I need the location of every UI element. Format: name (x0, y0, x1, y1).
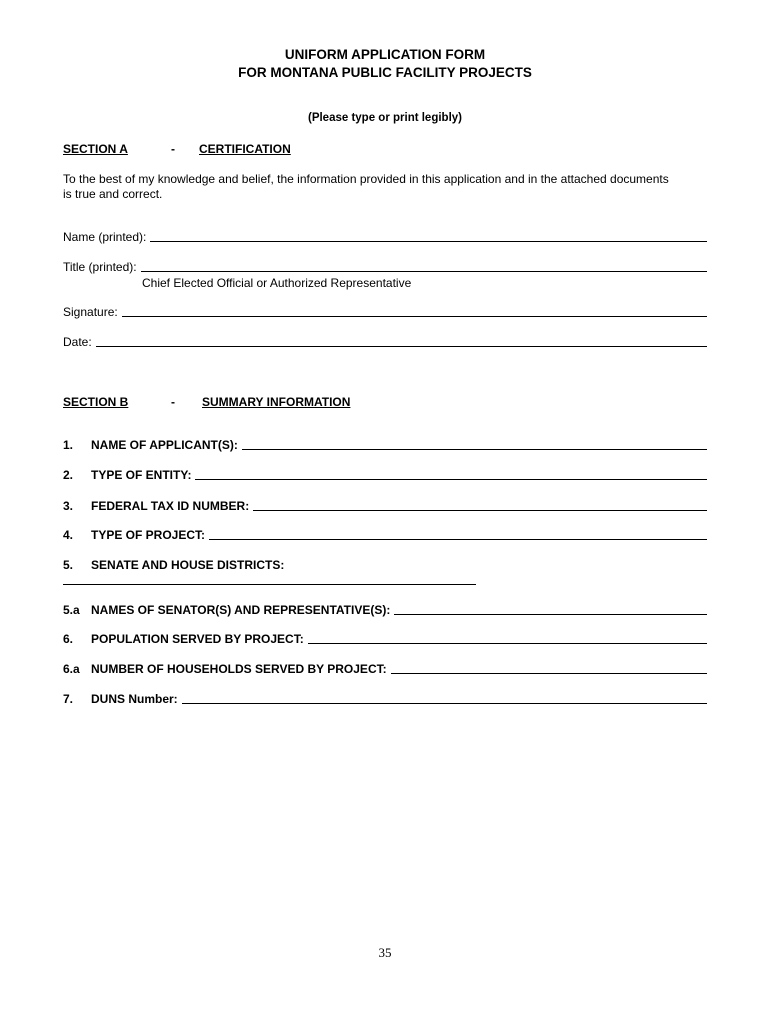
districts-label: SENATE AND HOUSE DISTRICTS: (91, 558, 285, 572)
duns-number-label: DUNS Number: (91, 692, 178, 706)
duns-number-line[interactable] (182, 702, 707, 704)
entity-type-field[interactable] (63, 468, 707, 482)
certification-statement-line1: To the best of my knowledge and belief, the information provided in this application and in the attached documents (63, 172, 669, 186)
section-a-dash: - (171, 142, 175, 156)
population-served-line[interactable] (308, 642, 707, 644)
item-number: 1. (63, 438, 74, 452)
item-number: 3. (63, 499, 74, 513)
households-served-line[interactable] (391, 672, 707, 674)
legislators-field[interactable] (63, 603, 707, 617)
duns-number-field[interactable] (63, 692, 707, 706)
name-printed-label: Name (printed): (63, 230, 147, 244)
legislators-label: NAMES OF SENATOR(S) AND REPRESENTATIVE(S): (91, 603, 391, 617)
item-number: 6. (63, 632, 74, 646)
entity-type-label: TYPE OF ENTITY: (91, 468, 192, 482)
title-printed-label: Title (printed): (63, 260, 137, 274)
districts-label-row (63, 558, 284, 572)
item-number: 6.a (63, 662, 80, 676)
section-b-heading: SUMMARY INFORMATION (202, 395, 351, 409)
instruction-text: (Please type or print legibly) (307, 112, 462, 124)
form-title-line2: FOR MONTANA PUBLIC FACILITY PROJECTS (238, 65, 532, 80)
title-caption: Chief Elected Official or Authorized Representative (142, 276, 412, 290)
title-printed-line[interactable] (141, 270, 707, 272)
population-served-field[interactable] (63, 632, 707, 646)
form-title-line1: UNIFORM APPLICATION FORM (284, 47, 486, 62)
item-number: 5. (63, 558, 74, 572)
section-a-label: SECTION A (63, 142, 128, 156)
federal-tax-id-field[interactable] (63, 499, 707, 513)
federal-tax-id-label: FEDERAL TAX ID NUMBER: (91, 499, 250, 513)
applicant-name-line[interactable] (242, 448, 707, 450)
date-line[interactable] (96, 345, 707, 347)
section-b-dash: - (171, 395, 175, 409)
signature-line[interactable] (122, 315, 707, 317)
project-type-field[interactable] (63, 528, 707, 542)
date-field[interactable] (63, 335, 707, 349)
federal-tax-id-line[interactable] (253, 509, 707, 511)
title-printed-field[interactable] (63, 260, 707, 274)
item-number: 5.a (63, 603, 80, 617)
districts-line[interactable] (63, 583, 476, 585)
section-a-heading: CERTIFICATION (199, 142, 291, 156)
population-served-label: POPULATION SERVED BY PROJECT: (91, 632, 304, 646)
signature-field[interactable] (63, 305, 707, 319)
item-number: 4. (63, 528, 74, 542)
entity-type-line[interactable] (195, 478, 707, 480)
name-printed-field[interactable] (63, 230, 707, 244)
applicant-name-field[interactable] (63, 438, 707, 452)
applicant-name-label: NAME OF APPLICANT(S): (91, 438, 238, 452)
project-type-label: TYPE OF PROJECT: (91, 528, 206, 542)
name-printed-line[interactable] (150, 240, 707, 242)
item-number: 7. (63, 692, 74, 706)
signature-label: Signature: (63, 305, 118, 319)
page-number: 35 (378, 945, 392, 960)
item-number: 2. (63, 468, 74, 482)
section-b-label: SECTION B (63, 395, 129, 409)
project-type-line[interactable] (209, 538, 707, 540)
legislators-line[interactable] (394, 613, 707, 615)
date-label: Date: (63, 335, 92, 349)
households-served-field[interactable] (63, 662, 707, 676)
certification-statement-line2: is true and correct. (63, 187, 163, 201)
households-served-label: NUMBER OF HOUSEHOLDS SERVED BY PROJECT: (91, 662, 387, 676)
